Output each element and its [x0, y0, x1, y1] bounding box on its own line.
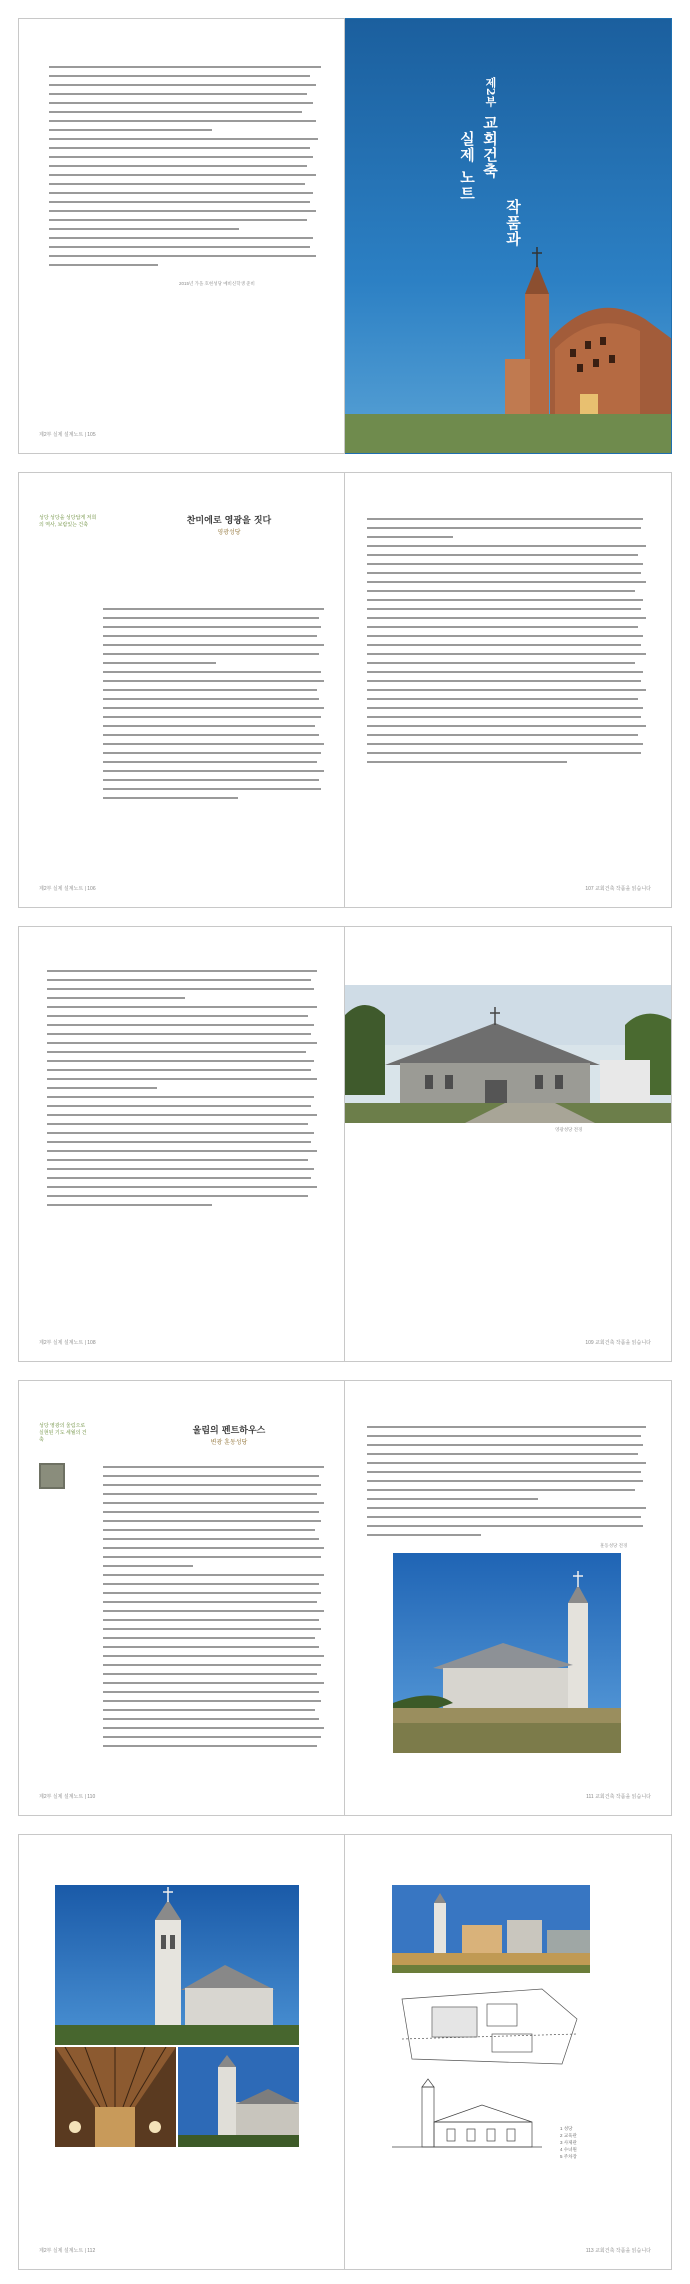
photo-caption: 훈동성당 전경 [600, 1543, 628, 1548]
text-line [49, 234, 321, 243]
text-line [367, 1522, 652, 1531]
text-line [367, 1513, 652, 1522]
signature: 2015년 가을 호현성당 예비신학생 준비 [179, 281, 255, 286]
text-line [47, 1111, 322, 1120]
text-line [49, 252, 321, 261]
page-111 [345, 1380, 672, 1816]
text-line [49, 162, 321, 171]
text-line [103, 1688, 328, 1697]
text-line [47, 1075, 322, 1084]
text-line [49, 180, 321, 189]
text-line [47, 1021, 322, 1030]
page-110 [18, 1380, 345, 1816]
text-line [103, 650, 328, 659]
text-line [47, 985, 322, 994]
text-line [103, 1544, 328, 1553]
text-line [367, 587, 652, 596]
text-line [103, 740, 328, 749]
text-line [103, 632, 328, 641]
chapter-title: 교회건축 [481, 115, 499, 179]
chapter-title: 실제 노트 [458, 131, 476, 202]
text-line [103, 1526, 328, 1535]
text-line [367, 605, 652, 614]
body-text [49, 63, 321, 270]
text-line [103, 641, 328, 650]
text-line [47, 1120, 322, 1129]
text-line [103, 1472, 328, 1481]
elevation-drawing [392, 2077, 542, 2159]
text-line [367, 677, 652, 686]
text-line [367, 695, 652, 704]
text-line [49, 144, 321, 153]
page-109 [345, 926, 672, 1362]
legend-item: 4 수녀원 [560, 2147, 577, 2152]
text-line [367, 515, 652, 524]
article-title: 울림의 펜트하우스 [192, 1426, 266, 1436]
text-line [103, 1553, 328, 1562]
text-line [47, 1057, 322, 1066]
page-106 [18, 472, 345, 908]
text-line [367, 731, 652, 740]
text-line [103, 722, 328, 731]
text-line [49, 117, 321, 126]
text-line [367, 1486, 652, 1495]
chapter-label: 제2부 [484, 77, 497, 107]
text-line [103, 1679, 328, 1688]
text-line [49, 108, 321, 117]
text-line [47, 1066, 322, 1075]
text-line [49, 63, 321, 72]
article-subtitle: 변광 훈동성당 [210, 1439, 248, 1446]
folio: 107 교회건축 작품을 읽습니다 [585, 886, 651, 892]
text-line [367, 560, 652, 569]
text-line [103, 695, 328, 704]
text-line [47, 1183, 322, 1192]
text-line [367, 659, 652, 668]
text-line [47, 1138, 322, 1147]
text-line [47, 994, 322, 1003]
text-line [367, 1459, 652, 1468]
text-line [103, 767, 328, 776]
text-line [49, 243, 321, 252]
text-line [47, 1048, 322, 1057]
text-line [367, 1432, 652, 1441]
text-line [47, 1084, 322, 1093]
text-line [367, 596, 652, 605]
text-line [49, 90, 321, 99]
text-line [367, 686, 652, 695]
text-line [103, 1625, 328, 1634]
text-line [367, 614, 652, 623]
text-line [103, 668, 328, 677]
text-line [103, 1580, 328, 1589]
text-line [367, 704, 652, 713]
folio: 제2부 실제 설계노트 | 112 [39, 2248, 96, 2254]
text-line [103, 677, 328, 686]
text-line [103, 776, 328, 785]
text-line [367, 1441, 652, 1450]
text-line [47, 1093, 322, 1102]
text-line [49, 99, 321, 108]
text-line [367, 551, 652, 560]
page-108 [18, 926, 345, 1362]
legend-item: 5 주차장 [560, 2154, 577, 2159]
chapter-title: 작품과 [504, 199, 522, 247]
text-line [103, 1535, 328, 1544]
text-line [103, 1661, 328, 1670]
text-line [47, 1129, 322, 1138]
text-line [367, 668, 652, 677]
text-line [367, 1477, 652, 1486]
spread-4 [18, 1380, 672, 1816]
text-line [103, 1562, 328, 1571]
text-line [103, 794, 328, 803]
text-line [49, 198, 321, 207]
text-line [47, 1012, 322, 1021]
section-tag: 성당 성당을 성당답게 저희의 역사, 보람있는 건축 [39, 515, 97, 528]
text-line [47, 1030, 322, 1039]
text-line [49, 261, 321, 270]
page-104 [18, 18, 345, 454]
text-line [367, 578, 652, 587]
article-title: 찬미에로 영광을 짓다 [186, 516, 272, 526]
text-line [367, 1531, 652, 1540]
folio: 113 교회건축 작품을 읽습니다 [585, 2248, 651, 2254]
text-line [367, 722, 652, 731]
text-line [103, 1508, 328, 1517]
text-line [367, 740, 652, 749]
text-line [49, 189, 321, 198]
text-line [103, 1481, 328, 1490]
text-line [103, 749, 328, 758]
text-line [367, 542, 652, 551]
site-plan-drawing [392, 1979, 590, 2071]
text-line [47, 1201, 322, 1210]
text-line [49, 207, 321, 216]
text-line [103, 1616, 328, 1625]
text-line [367, 1504, 652, 1513]
stamp-seal [39, 1463, 65, 1489]
text-line [103, 1733, 328, 1742]
text-line [103, 1571, 328, 1580]
text-line [103, 623, 328, 632]
chapter-cover [345, 18, 672, 454]
text-line [103, 704, 328, 713]
text-line [367, 650, 652, 659]
folio: 111 교회건축 작품을 읽습니다 [586, 1794, 651, 1800]
text-line [47, 1156, 322, 1165]
text-line [47, 1165, 322, 1174]
text-line [103, 1490, 328, 1499]
text-line [367, 713, 652, 722]
text-line [367, 1423, 652, 1432]
text-line [367, 641, 652, 650]
text-line [103, 1643, 328, 1652]
spread-1 [18, 18, 672, 454]
text-line [103, 1652, 328, 1661]
tower-detail-photo [178, 2047, 299, 2147]
plan-legend [560, 2125, 577, 2160]
body-text [103, 605, 328, 803]
text-line [47, 1039, 322, 1048]
section-tag: 성당 영광의 울림으로 실현된 기도 세월의 건축 [39, 1423, 87, 1443]
text-line [47, 1147, 322, 1156]
text-line [367, 1495, 652, 1504]
legend-item: 3 사제관 [560, 2140, 577, 2145]
text-line [103, 713, 328, 722]
text-line [367, 623, 652, 632]
text-line [49, 216, 321, 225]
text-line [103, 1697, 328, 1706]
page-113 [345, 1834, 672, 2270]
text-line [47, 1102, 322, 1111]
text-line [367, 524, 652, 533]
text-line [49, 81, 321, 90]
church-tower-photo [55, 1885, 299, 2045]
text-line [103, 1463, 328, 1472]
folio: 제2부 실제 설계노트 | 110 [39, 1794, 96, 1800]
legend-item: 1 성당 [560, 2126, 573, 2131]
text-line [103, 686, 328, 695]
text-line [103, 1499, 328, 1508]
text-line [47, 1003, 322, 1012]
text-line [103, 1589, 328, 1598]
body-text [367, 515, 652, 767]
text-line [367, 758, 652, 767]
folio: 제2부 실제 설계노트 | 105 [39, 432, 96, 438]
village-photo [392, 1885, 590, 1973]
text-line [103, 1598, 328, 1607]
text-line [103, 605, 328, 614]
text-line [103, 659, 328, 668]
church-photo [345, 985, 672, 1123]
text-line [103, 1742, 328, 1751]
text-line [367, 632, 652, 641]
text-line [47, 967, 322, 976]
text-line [103, 758, 328, 767]
folio: 제2부 실제 설계노트 | 106 [39, 886, 96, 892]
page-107 [345, 472, 672, 908]
legend-item: 2 교육관 [560, 2133, 577, 2138]
photo-caption: 영광성당 전경 [555, 1127, 583, 1132]
church-photo [393, 1553, 621, 1753]
text-line [49, 126, 321, 135]
text-line [49, 135, 321, 144]
spread-2 [18, 472, 672, 908]
text-line [49, 171, 321, 180]
text-line [49, 72, 321, 81]
text-line [103, 731, 328, 740]
text-line [103, 1706, 328, 1715]
body-text [103, 1463, 328, 1751]
text-line [367, 569, 652, 578]
text-line [49, 153, 321, 162]
text-line [103, 1670, 328, 1679]
text-line [103, 614, 328, 623]
text-line [367, 749, 652, 758]
text-line [103, 1724, 328, 1733]
text-line [103, 785, 328, 794]
interior-photo [55, 2047, 176, 2147]
body-text [367, 1423, 652, 1540]
text-line [47, 1192, 322, 1201]
text-line [103, 1715, 328, 1724]
spread-3 [18, 926, 672, 1362]
text-line [103, 1607, 328, 1616]
page-112 [18, 1834, 345, 2270]
article-subtitle: 영광성당 [217, 529, 241, 536]
text-line [367, 533, 652, 542]
text-line [103, 1634, 328, 1643]
text-line [47, 976, 322, 985]
text-line [47, 1174, 322, 1183]
spread-5 [18, 1834, 672, 2270]
text-line [103, 1517, 328, 1526]
folio: 제2부 실제 설계노트 | 108 [39, 1340, 96, 1346]
folio: 109 교회건축 작품을 읽습니다 [585, 1340, 651, 1346]
text-line [49, 225, 321, 234]
text-line [367, 1468, 652, 1477]
text-line [367, 1450, 652, 1459]
body-text [47, 967, 322, 1210]
